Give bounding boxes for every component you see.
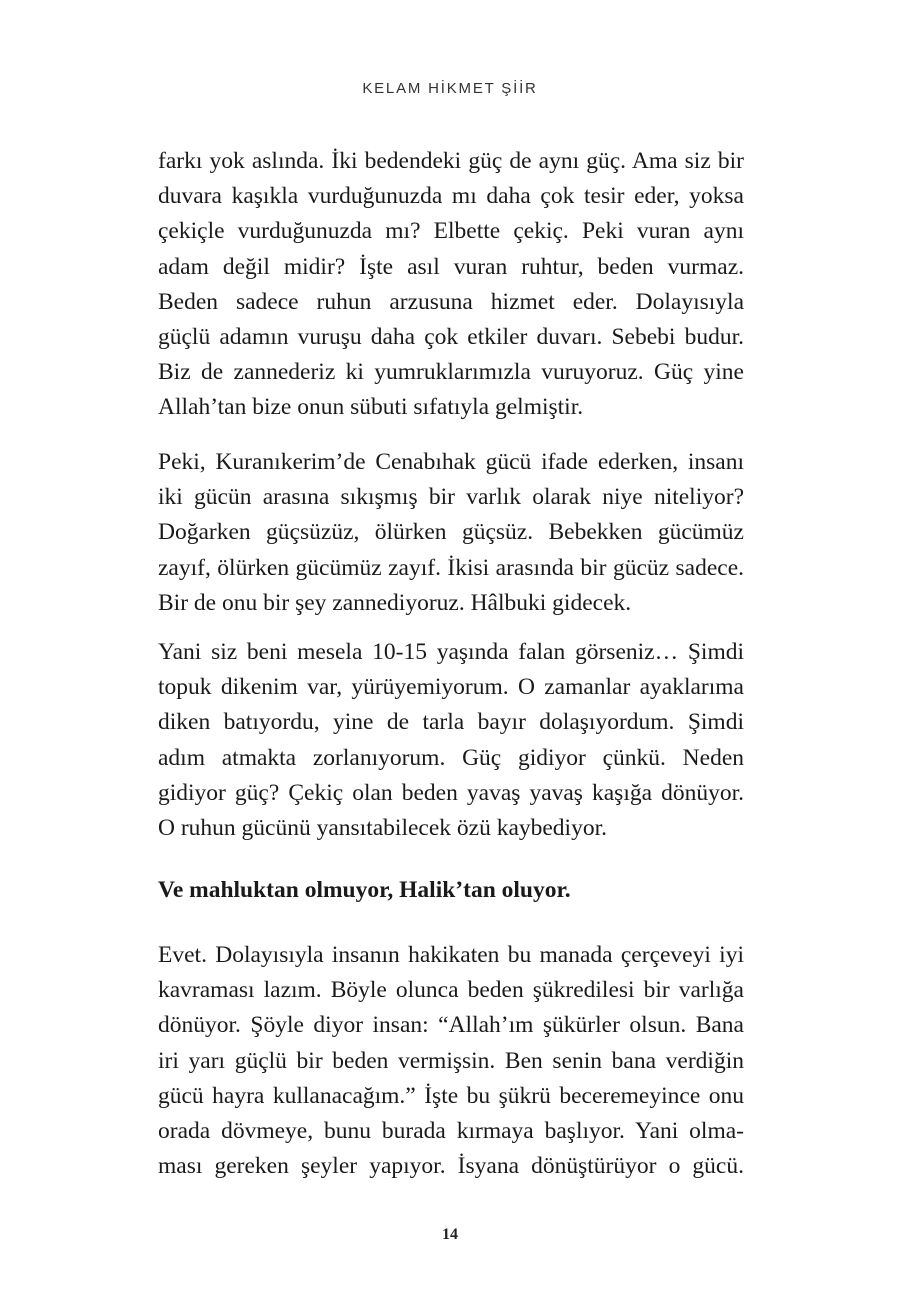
paragraph-line: topuk dikenim var, yürüyemiyorum. O zamanlar ayaklarıma bbox=[158, 674, 744, 701]
paragraph-line: güçlü adamın vuruşu daha çok etkiler duvarı. Sebebi budur. bbox=[158, 323, 744, 350]
paragraph-line: duvara kaşıkla vurduğunuzda mı daha çok tesir eder, yoksa bbox=[158, 183, 744, 210]
paragraph-line: iri yarı güçlü bir beden vermişsin. Ben senin bana verdiğin bbox=[158, 1047, 744, 1074]
running-header: KELAM HİKMET ŞİİR bbox=[362, 80, 538, 97]
paragraph-line: kavraması lazım. Böyle olunca beden şükredilesi bir varlığa bbox=[158, 977, 744, 1004]
paragraph-line: zayıf, ölürken gücümüz zayıf. İkisi arasında bir gücüz sadece. bbox=[158, 554, 744, 581]
paragraph-4 bbox=[158, 938, 744, 1184]
paragraph-3 bbox=[158, 635, 744, 846]
paragraph-line: Beden sadece ruhun arzusuna hizmet eder. Dolayısıyla bbox=[158, 288, 744, 315]
paragraph-line: Bir de onu bir şey zannediyoruz. Hâlbuki gidecek. bbox=[158, 589, 632, 616]
paragraph-line: çekiçle vurduğunuzda mı? Elbette çekiç. Peki vuran aynı bbox=[158, 218, 744, 245]
paragraph-line: adam değil midir? İşte asıl vuran ruhtur, beden vurmaz. bbox=[158, 253, 744, 280]
paragraph-line: farkı yok aslında. İki bedendeki güç de aynı güç. Ama siz bir bbox=[158, 148, 744, 174]
paragraph-line: ması gereken şeyler yapıyor. İsyana dönüştürüyor o gücü. bbox=[158, 1153, 744, 1180]
page-number: 14 bbox=[442, 1226, 458, 1243]
paragraph-line: gidiyor güç? Çekiç olan beden yavaş yavaş kaşığa dönüyor. bbox=[158, 779, 744, 806]
paragraph-line: Allah’tan bize onun sübuti sıfatıyla gelmiştir. bbox=[158, 394, 584, 421]
paragraph-line: Biz de zannederiz ki yumruklarımızla vuruyoruz. Güç yine bbox=[158, 359, 744, 386]
section-subheading: Ve mahluktan olmuyor, Halik’tan oluyor. bbox=[158, 877, 571, 903]
paragraph-line: gücü hayra kullanacağım.” İşte bu şükrü beceremeyince onu bbox=[158, 1082, 744, 1109]
paragraph-line: dönüyor. Şöyle diyor insan: “Allah’ım şükürler olsun. Bana bbox=[158, 1012, 744, 1039]
paragraph-line: Yani siz beni mesela 10-15 yaşında falan görseniz… Şimdi bbox=[158, 639, 744, 665]
paragraph-1 bbox=[158, 144, 744, 426]
paragraph-line: orada dövmeye, bunu burada kırmaya başlıyor. Yani olma- bbox=[158, 1117, 744, 1144]
paragraph-line: diken batıyordu, yine de tarla bayır dolaşıyordum. Şimdi bbox=[158, 709, 744, 736]
paragraph-line: O ruhun gücünü yansıtabilecek özü kaybediyor. bbox=[158, 814, 607, 841]
paragraph-line: iki gücün arasına sıkışmış bir varlık olarak niye niteliyor? bbox=[158, 484, 744, 511]
paragraph-line: Doğarken güçsüzüz, ölürken güçsüz. Bebekken gücümüz bbox=[158, 519, 744, 546]
paragraph-line: Peki, Kuranıkerim’de Cenabıhak gücü ifade ederken, insanı bbox=[158, 449, 744, 475]
paragraph-line: Evet. Dolayısıyla insanın hakikaten bu manada çerçeveyi iyi bbox=[158, 942, 744, 968]
paragraph-2 bbox=[158, 445, 744, 621]
paragraph-line: adım atmakta zorlanıyorum. Güç gidiyor çünkü. Neden bbox=[158, 744, 744, 771]
